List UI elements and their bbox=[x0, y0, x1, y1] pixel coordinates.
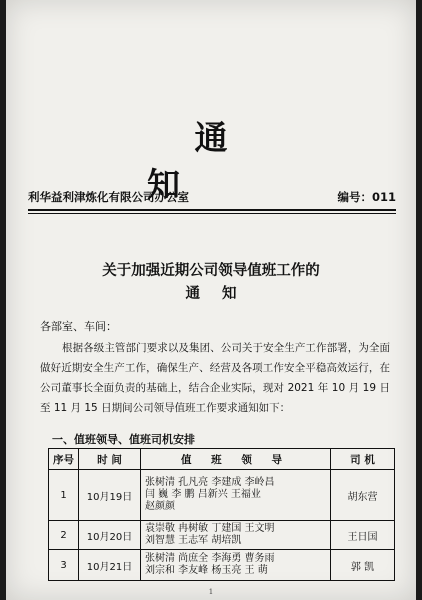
duty-roster-table bbox=[48, 448, 395, 581]
row-driver: 王日国 bbox=[331, 521, 395, 550]
page-number: 1 bbox=[208, 588, 214, 596]
section-heading: 一、值班领导、值班司机安排 bbox=[52, 433, 195, 446]
header-staff: 值 班 领 导 bbox=[141, 449, 331, 470]
row-driver: 胡东营 bbox=[331, 470, 395, 521]
document-title-line-2: 通知 bbox=[185, 286, 259, 302]
row-staff bbox=[141, 470, 331, 521]
salutation: 各部室、车间： bbox=[40, 320, 117, 333]
header-rule-thin bbox=[28, 213, 396, 214]
staff-line: 刘宗和 李友峰 杨玉亮 王 萌 bbox=[145, 565, 268, 576]
row-date: 10月20日 bbox=[79, 521, 141, 550]
table-row bbox=[49, 550, 395, 581]
serial-value: 011 bbox=[371, 190, 396, 204]
header-no: 序号 bbox=[49, 449, 79, 470]
issuer-name: 利华益利津炼化有限公司办公室 bbox=[28, 190, 189, 204]
body-paragraph: 根据各级主管部门要求以及集团、公司关于安全生产工作部署，为全面做好近期安全生产工作，确保生产、经营及各项工作安全平稳高效运行，在公司董事长全面负责的基础上，结合企业实际，现对 2021 年 10 月 19 日至 11 月 15 日期间公司领导值班工作要求通知如下： bbox=[40, 342, 390, 414]
row-no: 2 bbox=[49, 521, 79, 550]
staff-line: 袁崇敬 冉树敏 丁建国 王文明 bbox=[145, 523, 275, 534]
staff-line: 张树清 尚庶全 李海勇 曹务雨 bbox=[145, 553, 275, 564]
staff-line: 张树清 孔凡亮 李建成 李岭昌 bbox=[145, 477, 275, 488]
staff-line: 闫 巍 李 鹏 吕新兴 王福业 bbox=[145, 489, 261, 500]
table-row bbox=[49, 521, 395, 550]
document-title-line-1: 关于加强近期公司领导值班工作的 bbox=[102, 263, 320, 279]
header-time: 时 间 bbox=[79, 449, 141, 470]
row-no: 1 bbox=[49, 470, 79, 521]
serial-label: 编号： bbox=[337, 190, 372, 204]
row-date: 10月19日 bbox=[79, 470, 141, 521]
header-rule-thick bbox=[28, 209, 396, 211]
row-driver: 郭 凯 bbox=[331, 550, 395, 581]
table-header-row bbox=[49, 449, 395, 470]
header-driver: 司 机 bbox=[331, 449, 395, 470]
staff-line: 赵颜颜 bbox=[145, 501, 175, 512]
notice-title: 通 知 bbox=[147, 118, 323, 204]
serial-number bbox=[337, 189, 396, 205]
row-staff bbox=[141, 550, 331, 581]
document-page bbox=[6, 0, 416, 600]
staff-line: 刘智慧 王志军 胡培凯 bbox=[145, 535, 242, 546]
table-row bbox=[49, 470, 395, 521]
row-no: 3 bbox=[49, 550, 79, 581]
row-date: 10月21日 bbox=[79, 550, 141, 581]
row-staff bbox=[141, 521, 331, 550]
